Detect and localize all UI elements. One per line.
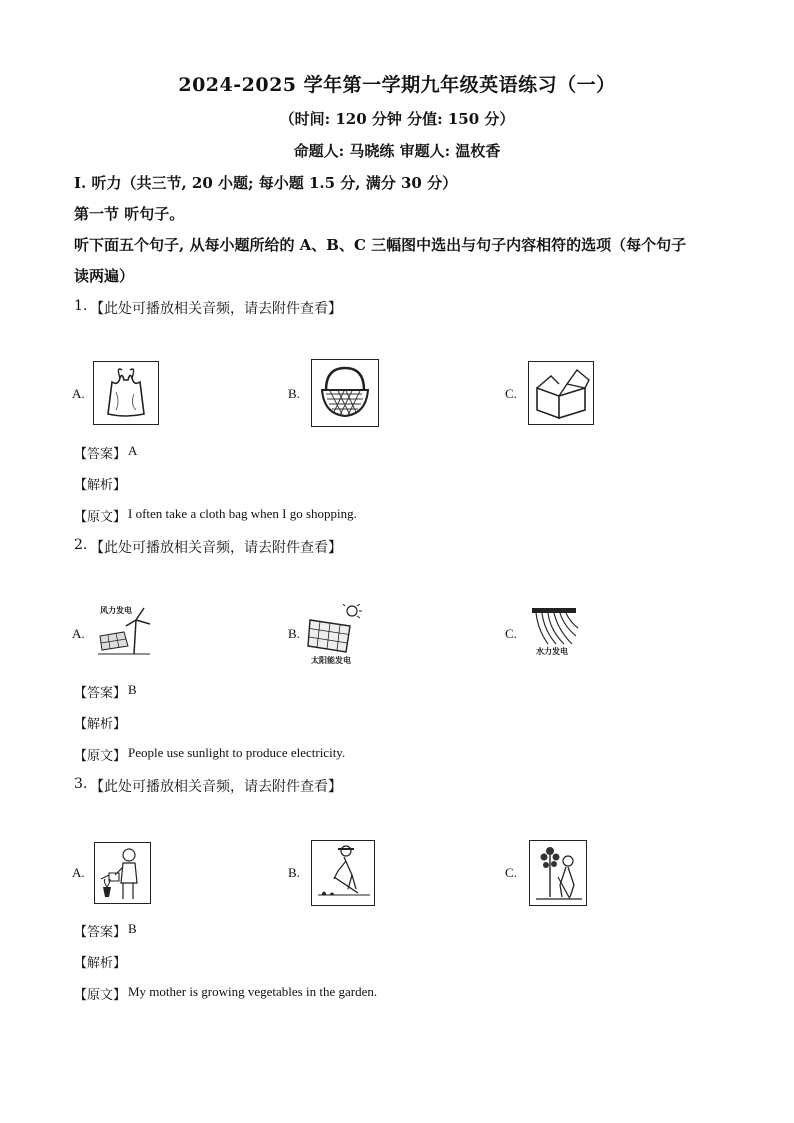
q1-answer-value: A (128, 443, 138, 458)
q3-answer-value: B (128, 921, 137, 936)
question-2-audio-prompt[interactable]: 【此处可播放相关音频，请去附件查看】 (90, 540, 342, 556)
q2-option-b-label: B. (288, 626, 300, 641)
planting-tree-picture[interactable] (529, 840, 587, 906)
q2-caption-hydro: 水力发电 (536, 647, 568, 656)
q1-analysis-label: 【解析】 (74, 477, 127, 492)
solar-power-picture[interactable] (306, 604, 366, 656)
q3-option-c-label: C. (505, 865, 517, 880)
q2-caption-solar: 太阳能发电 (311, 656, 351, 665)
q1-option-b-label: B. (288, 386, 300, 401)
person-gardening-icon (312, 841, 374, 905)
q1-option-a-label: A. (72, 386, 85, 401)
question-2-number: 2. (74, 537, 88, 553)
q1-original-text: I often take a cloth bag when I go shopping. (128, 506, 357, 521)
question-1-number: 1. (74, 298, 88, 314)
hydro-power-picture[interactable] (530, 606, 580, 648)
section-heading: I. 听力（共三节, 20 小题; 每小题 1.5 分, 满分 30 分） (74, 174, 458, 192)
q3-analysis-label: 【解析】 (74, 955, 127, 970)
page-title: 2024-2025 学年第一学期九年级英语练习（一） (178, 74, 616, 96)
authors-line: 命题人: 马晓练 审题人: 温枚香 (293, 142, 501, 160)
wind-power-picture[interactable] (96, 606, 152, 656)
q2-option-a-label: A. (72, 626, 85, 641)
solar-panel-icon (306, 604, 366, 656)
q2-answer-label: 【答案】 (74, 685, 127, 700)
question-3-audio-prompt[interactable]: 【此处可播放相关音频，请去附件查看】 (90, 779, 342, 795)
q3-option-a-label: A. (72, 865, 85, 880)
q1-original-label: 【原文】 (74, 509, 127, 524)
q2-original-text: People use sunlight to produce electricity. (128, 745, 346, 760)
basket-icon (312, 360, 378, 426)
q3-original-label: 【原文】 (74, 987, 127, 1002)
plastic-bag-picture[interactable] (93, 361, 159, 425)
time-score-line: （时间: 120 分钟 分值: 150 分） (279, 110, 515, 128)
question-3-number: 3. (74, 776, 88, 792)
q2-answer-value: B (128, 682, 137, 697)
watering-plant-picture[interactable] (94, 842, 151, 904)
q2-option-c-label: C. (505, 626, 517, 641)
bag-icon (94, 362, 158, 424)
q1-answer-label: 【答案】 (74, 446, 127, 461)
instruction-line-1: 听下面五个句子, 从每小题所给的 A、B、C 三幅图中选出与句子内容相符的选项（每个句子 (74, 236, 687, 254)
cardboard-box-picture[interactable] (528, 361, 594, 425)
person-watering-icon (95, 843, 150, 903)
q2-analysis-label: 【解析】 (74, 716, 127, 731)
q3-option-b-label: B. (288, 865, 300, 880)
q2-caption-wind: 风力发电 (100, 606, 132, 615)
q2-original-label: 【原文】 (74, 748, 127, 763)
dam-icon (530, 606, 580, 648)
wind-turbine-icon (96, 606, 152, 656)
part-heading: 第一节 听句子。 (74, 205, 185, 223)
instruction-line-2: 读两遍） (74, 267, 135, 285)
q3-original-text: My mother is growing vegetables in the garden. (128, 984, 378, 999)
box-icon (529, 362, 593, 424)
person-planting-tree-icon (530, 841, 586, 905)
growing-vegetables-picture[interactable] (311, 840, 375, 906)
q1-option-c-label: C. (505, 386, 517, 401)
basket-picture[interactable] (311, 359, 379, 427)
q3-answer-label: 【答案】 (74, 924, 127, 939)
question-1-audio-prompt[interactable]: 【此处可播放相关音频，请去附件查看】 (90, 301, 342, 317)
